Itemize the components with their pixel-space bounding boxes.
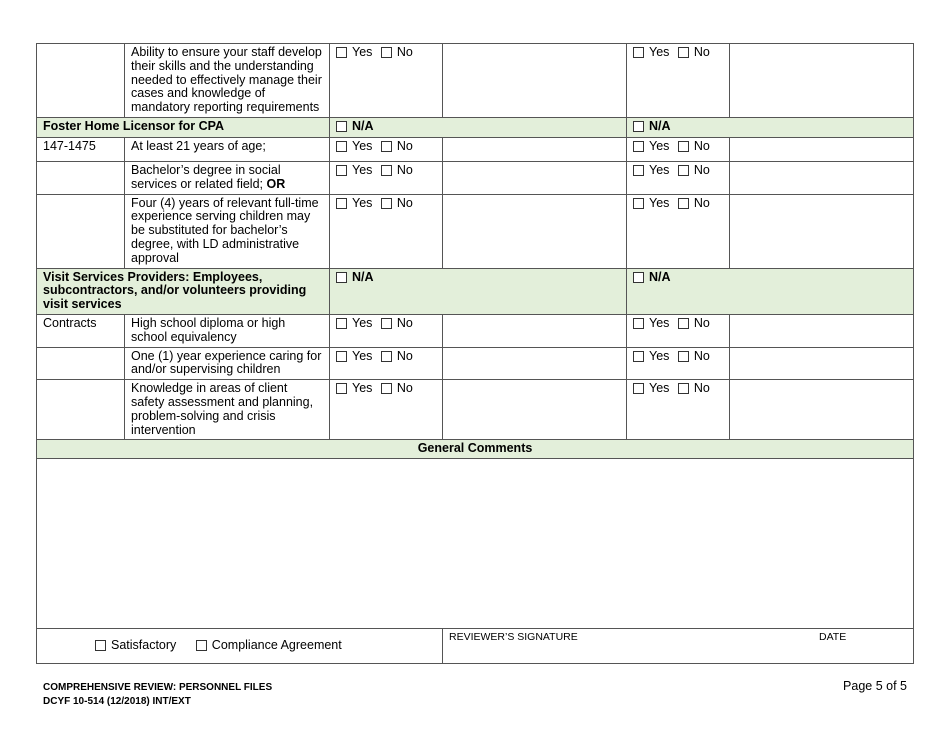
agency-yes-no: Yes No <box>330 161 443 194</box>
requirement-text: Four (4) years of relevant full-time experience serving children may be substituted for bachelor’s degree, with LD administrative approval <box>125 194 330 268</box>
reviewer-yes-no: Yes No <box>627 137 730 161</box>
requirement-text: High school diploma or high school equivalency <box>125 314 330 347</box>
rule-cell <box>37 380 125 440</box>
agency-comment-cell[interactable] <box>443 44 627 118</box>
general-comments-row <box>37 459 914 629</box>
reviewer-comment-cell[interactable] <box>730 380 914 440</box>
no-checkbox[interactable] <box>678 165 689 176</box>
reviewer-comment-cell[interactable] <box>730 44 914 118</box>
yes-checkbox[interactable] <box>633 318 644 329</box>
yes-checkbox[interactable] <box>633 47 644 58</box>
signature-row <box>37 629 914 664</box>
no-checkbox[interactable] <box>381 47 392 58</box>
reviewer-yes-no: Yes No <box>627 194 730 268</box>
na-checkbox[interactable] <box>633 272 644 283</box>
yes-checkbox[interactable] <box>336 198 347 209</box>
form-id: DCYF 10-514 (12/2018) INT/EXT <box>43 696 191 707</box>
reviewer-comment-cell[interactable] <box>730 161 914 194</box>
na-checkbox[interactable] <box>336 121 347 132</box>
yes-checkbox[interactable] <box>336 141 347 152</box>
agency-comment-cell[interactable] <box>443 347 627 380</box>
yes-checkbox[interactable] <box>336 165 347 176</box>
yes-checkbox[interactable] <box>633 141 644 152</box>
rule-cell <box>37 161 125 194</box>
requirement-text: One (1) year experience caring for and/or supervising children <box>125 347 330 380</box>
reviewer-signature-field[interactable] <box>443 629 914 664</box>
no-checkbox[interactable] <box>381 383 392 394</box>
requirement-text: Knowledge in areas of client safety assessment and planning, problem-solving and crisis intervention <box>125 380 330 440</box>
section-header-visit <box>37 268 914 314</box>
reviewer-signature-label: REVIEWER’S SIGNATURE <box>449 631 578 644</box>
requirement-text: Bachelor’s degree in social services or related field; OR <box>125 161 330 194</box>
yes-checkbox[interactable] <box>633 351 644 362</box>
yes-checkbox[interactable] <box>633 198 644 209</box>
rule-cell <box>37 194 125 268</box>
section-title: Foster Home Licensor for CPA <box>37 117 330 137</box>
agency-yes-no: Yes No <box>330 380 443 440</box>
reviewer-yes-no: Yes No <box>627 380 730 440</box>
rule-cell <box>37 44 125 118</box>
no-checkbox[interactable] <box>678 351 689 362</box>
reviewer-yes-no: Yes No <box>627 44 730 118</box>
agency-comment-cell[interactable] <box>443 161 627 194</box>
satisfactory-checkbox[interactable] <box>95 640 106 651</box>
reviewer-yes-no: Yes No <box>627 161 730 194</box>
rule-cell: 147-1475 <box>37 137 125 161</box>
na-checkbox[interactable] <box>633 121 644 132</box>
table-row <box>37 347 914 380</box>
table-row <box>37 194 914 268</box>
review-table <box>36 43 914 664</box>
general-comments-header <box>37 440 914 459</box>
no-checkbox[interactable] <box>381 318 392 329</box>
form-footer <box>43 681 272 709</box>
requirement-text: Ability to ensure your staff develop their skills and the understanding needed to effectively manage their cases and knowledge of mandatory reporting requirements <box>125 44 330 118</box>
outcome-cell: Satisfactory Compliance Agreement <box>37 629 443 664</box>
na-checkbox[interactable] <box>336 272 347 283</box>
form-title: COMPREHENSIVE REVIEW: PERSONNEL FILES <box>43 682 273 693</box>
requirement-text: At least 21 years of age; <box>125 137 330 161</box>
no-checkbox[interactable] <box>678 383 689 394</box>
agency-comment-cell[interactable] <box>443 380 627 440</box>
general-comments-area[interactable] <box>37 459 914 629</box>
agency-yes-no: Yes No <box>330 137 443 161</box>
agency-yes-no: Yes No <box>330 347 443 380</box>
reviewer-comment-cell[interactable] <box>730 314 914 347</box>
rule-cell: Contracts <box>37 314 125 347</box>
rule-cell <box>37 347 125 380</box>
table-row <box>37 161 914 194</box>
agency-yes-no: Yes No <box>330 314 443 347</box>
table-row <box>37 314 914 347</box>
table-row <box>37 380 914 440</box>
reviewer-na: N/A <box>627 268 914 314</box>
page-number: Page 5 of 5 <box>843 679 907 693</box>
no-checkbox[interactable] <box>381 165 392 176</box>
no-checkbox[interactable] <box>678 198 689 209</box>
yes-checkbox[interactable] <box>336 47 347 58</box>
agency-comment-cell[interactable] <box>443 194 627 268</box>
reviewer-yes-no: Yes No <box>627 314 730 347</box>
no-checkbox[interactable] <box>678 141 689 152</box>
agency-comment-cell[interactable] <box>443 137 627 161</box>
yes-checkbox[interactable] <box>336 383 347 394</box>
agency-na: N/A <box>330 268 627 314</box>
agency-yes-no: Yes No <box>330 194 443 268</box>
agency-yes-no: Yes No <box>330 44 443 118</box>
reviewer-yes-no: Yes No <box>627 347 730 380</box>
yes-checkbox[interactable] <box>336 351 347 362</box>
reviewer-comment-cell[interactable] <box>730 137 914 161</box>
section-title: Visit Services Providers: Employees, subcontractors, and/or volunteers providing visit services <box>37 268 330 314</box>
reviewer-na: N/A <box>627 117 914 137</box>
no-checkbox[interactable] <box>678 47 689 58</box>
table-row <box>37 44 914 118</box>
no-checkbox[interactable] <box>381 141 392 152</box>
yes-checkbox[interactable] <box>633 165 644 176</box>
agency-na: N/A <box>330 117 627 137</box>
general-comments-title: General Comments <box>37 440 914 459</box>
section-header-foster <box>37 117 914 137</box>
reviewer-comment-cell[interactable] <box>730 347 914 380</box>
no-checkbox[interactable] <box>381 198 392 209</box>
reviewer-comment-cell[interactable] <box>730 194 914 268</box>
yes-checkbox[interactable] <box>336 318 347 329</box>
no-checkbox[interactable] <box>381 351 392 362</box>
date-label: DATE <box>819 631 847 644</box>
table-row <box>37 137 914 161</box>
compliance-agreement-checkbox[interactable] <box>196 640 207 651</box>
no-checkbox[interactable] <box>678 318 689 329</box>
yes-checkbox[interactable] <box>633 383 644 394</box>
agency-comment-cell[interactable] <box>443 314 627 347</box>
